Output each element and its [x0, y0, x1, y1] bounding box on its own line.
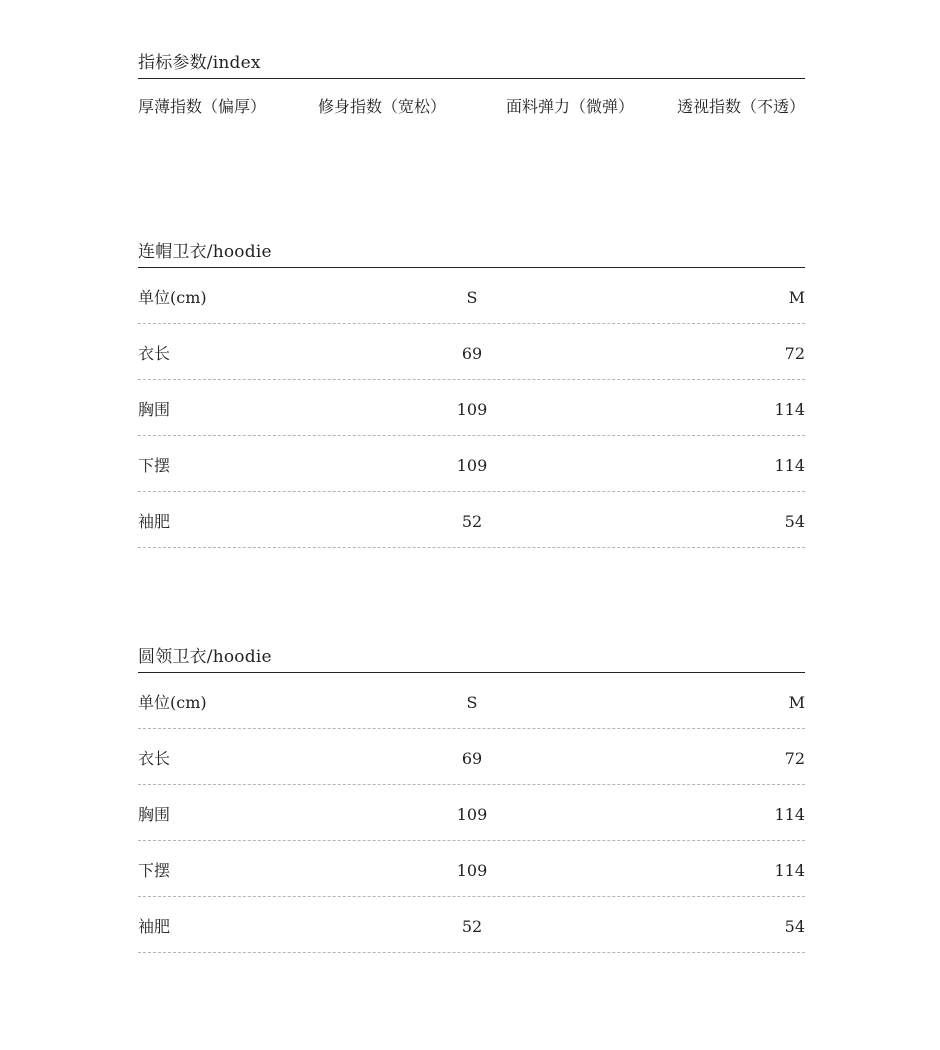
- size-s-value: 109: [456, 861, 488, 880]
- table-row: [138, 897, 805, 953]
- row-label: 袖肥: [138, 512, 171, 531]
- row-label: 下摆: [138, 456, 171, 475]
- fit-index: 修身指数（宽松）: [318, 97, 447, 116]
- table-row: [138, 324, 805, 380]
- hoodie-size-table: [138, 268, 805, 548]
- size-s-value: 109: [456, 456, 488, 475]
- unit-header: 单位(cm): [138, 693, 207, 712]
- index-section: [138, 52, 805, 119]
- row-label: 下摆: [138, 861, 171, 880]
- size-s-value: 52: [461, 917, 483, 936]
- size-s-header: S: [466, 693, 478, 712]
- table-header-row: [138, 268, 805, 324]
- size-m-value: 114: [774, 456, 805, 475]
- elasticity-index: 面料弹力（微弹）: [506, 97, 635, 116]
- row-label: 袖肥: [138, 917, 171, 936]
- size-m-value: 72: [784, 344, 805, 363]
- crewneck-size-table: [138, 673, 805, 953]
- size-s-header: S: [466, 288, 478, 307]
- size-m-value: 54: [784, 512, 805, 531]
- size-m-value: 114: [774, 861, 805, 880]
- size-s-value: 109: [456, 400, 488, 419]
- transparency-index: 透视指数（不透）: [677, 97, 806, 116]
- crewneck-section-title: 圆领卫衣/hoodie: [138, 646, 805, 673]
- size-m-value: 72: [784, 749, 805, 768]
- thickness-index: 厚薄指数（偏厚）: [138, 97, 267, 116]
- row-label: 胸围: [138, 400, 171, 419]
- table-row: [138, 785, 805, 841]
- hoodie-section-title: 连帽卫衣/hoodie: [138, 241, 805, 268]
- index-items: [138, 79, 805, 119]
- size-m-value: 114: [774, 400, 805, 419]
- crewneck-size-section: [138, 646, 805, 953]
- row-label: 衣长: [138, 749, 171, 768]
- size-m-header: M: [788, 693, 805, 712]
- table-row: [138, 436, 805, 492]
- size-s-value: 69: [461, 344, 483, 363]
- table-header-row: [138, 673, 805, 729]
- index-section-title: 指标参数/index: [138, 52, 805, 79]
- size-s-value: 52: [461, 512, 483, 531]
- table-row: [138, 492, 805, 548]
- hoodie-size-section: [138, 241, 805, 548]
- size-m-value: 114: [774, 805, 805, 824]
- unit-header: 单位(cm): [138, 288, 207, 307]
- table-row: [138, 841, 805, 897]
- table-row: [138, 380, 805, 436]
- size-s-value: 109: [456, 805, 488, 824]
- row-label: 胸围: [138, 805, 171, 824]
- size-m-header: M: [788, 288, 805, 307]
- size-s-value: 69: [461, 749, 483, 768]
- size-m-value: 54: [784, 917, 805, 936]
- row-label: 衣长: [138, 344, 171, 363]
- table-row: [138, 729, 805, 785]
